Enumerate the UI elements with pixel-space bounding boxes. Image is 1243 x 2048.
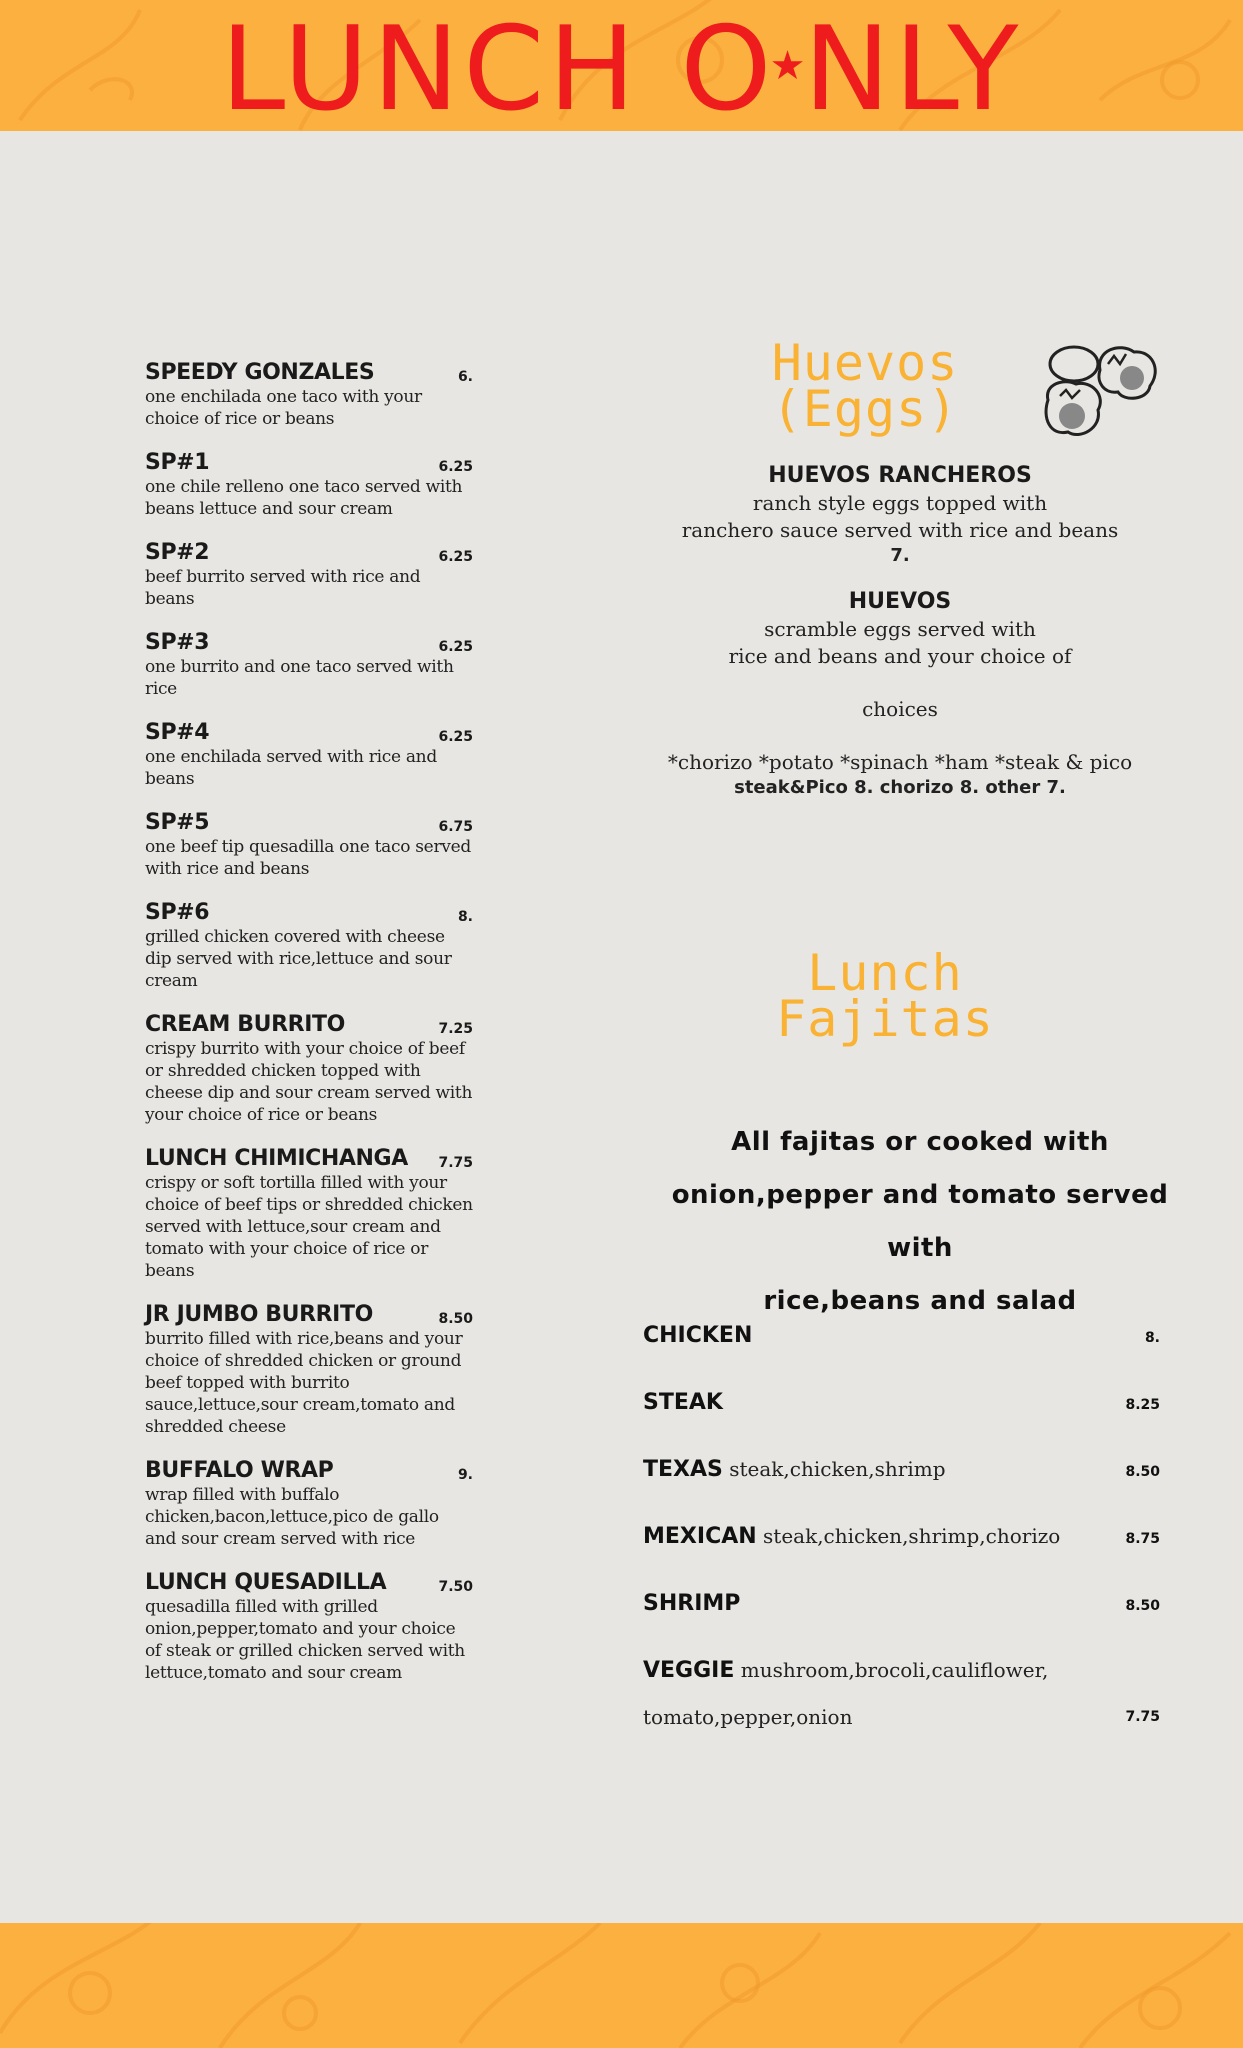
- fajita-price: 7.75: [1125, 1709, 1160, 1725]
- fajita-desc: steak,chicken,shrimp,chorizo: [756, 1524, 1061, 1548]
- item-name: LUNCH CHIMICHANGA: [145, 1146, 408, 1171]
- fajita-item-veggie: [643, 1647, 1160, 1740]
- item-description: wrap filled with buffalo chicken,bacon,lettuce,pico de gallo and sour cream served with rice: [145, 1485, 439, 1549]
- fajita-name: VEGGIE: [643, 1658, 735, 1683]
- menu-item-jr-jumbo-burrito: [145, 1302, 473, 1438]
- item-price: 7.25: [438, 1021, 473, 1037]
- fajita-item-shrimp: [643, 1580, 1160, 1647]
- menu-item-sp3: [145, 630, 473, 700]
- item-description: grilled chicken covered with cheese dip served with rice,lettuce and sour cream: [145, 927, 452, 991]
- item-name: SPEEDY GONZALES: [145, 360, 375, 385]
- fajitas-note: All fajitas or cooked with onion,pepper and tomato served with rice,beans and salad: [671, 1127, 1169, 1316]
- fajita-desc: steak,chicken,shrimp: [722, 1457, 946, 1481]
- star-icon: ★: [769, 43, 810, 89]
- item-price: 7.50: [438, 1579, 473, 1595]
- huevos-desc-2: rice and beans and your choice of: [728, 644, 1072, 668]
- menu-item-sp6: [145, 900, 473, 992]
- item-price: 6.75: [438, 819, 473, 835]
- item-price: 7.75: [438, 1155, 473, 1171]
- floral-pattern-bottom: [0, 1923, 1243, 2048]
- item-name: SP#2: [145, 540, 210, 565]
- item-description: burrito filled with rice,beans and your choice of shredded chicken or ground beef topped with burrito sauce,lettuce,sour cream,tomato and shredded cheese: [145, 1329, 463, 1437]
- huevos-rancheros-price: 7.: [890, 545, 910, 566]
- menu-item-sp2: [145, 540, 473, 610]
- fajita-desc-1: mushroom,brocoli,cauliflower,: [734, 1658, 1049, 1682]
- huevos-desc-1: scramble eggs served with: [764, 617, 1036, 641]
- item-price: 6.: [457, 369, 473, 385]
- item-name: SP#3: [145, 630, 210, 655]
- fajita-price: 8.50: [1125, 1598, 1160, 1614]
- item-description: crispy burrito with your choice of beef or shredded chicken topped with cheese dip and sour cream served with your choice of rice or beans: [145, 1039, 473, 1125]
- bottom-banner: [0, 1923, 1243, 2048]
- menu-item-sp4: [145, 720, 473, 790]
- item-description: quesadilla filled with grilled onion,pepper,tomato and your choice of steak or grilled chicken served with lettuce,tomato and sour cream: [145, 1597, 465, 1683]
- huevos-section-title: Huevos (Eggs): [771, 334, 959, 438]
- lunch-only-title: LUNCH O★NLY: [220, 2, 1023, 131]
- item-name: SP#5: [145, 810, 210, 835]
- fajita-name: MEXICAN: [643, 1524, 757, 1549]
- item-description: one chile relleno one taco served with beans lettuce and sour cream: [145, 477, 463, 519]
- item-price: 8.: [457, 909, 473, 925]
- item-description: one beef tip quesadilla one taco served with rice and beans: [145, 837, 471, 879]
- fajitas-section-title: Lunch Fajitas: [776, 944, 994, 1048]
- huevos-prices: steak&Pico 8. chorizo 8. other 7.: [734, 777, 1066, 798]
- item-price: 6.25: [438, 459, 473, 475]
- item-name: CREAM BURRITO: [145, 1012, 345, 1037]
- fajita-name: TEXAS: [643, 1457, 723, 1482]
- huevos-rancheros-desc-1: ranch style eggs topped with: [752, 491, 1048, 515]
- huevos-rancheros-name: HUEVOS RANCHEROS: [768, 463, 1032, 488]
- fajita-item-steak: [643, 1379, 1160, 1446]
- item-price: 9.: [457, 1467, 473, 1483]
- fajita-price: 8.50: [1125, 1464, 1160, 1480]
- item-description: crispy or soft tortilla filled with your choice of beef tips or shredded chicken served with lettuce,sour cream and tomato with your choice of rice or beans: [145, 1173, 473, 1281]
- menu-item-buffalo-wrap: [145, 1458, 473, 1550]
- fajita-name: CHICKEN: [643, 1323, 753, 1348]
- fajita-item-mexican: [643, 1513, 1160, 1580]
- fajita-item-texas: [643, 1446, 1160, 1513]
- item-price: 6.25: [438, 729, 473, 745]
- item-name: SP#4: [145, 720, 210, 745]
- huevos-choices-list: *chorizo *potato *spinach *ham *steak & pico: [667, 750, 1133, 774]
- huevos-name: HUEVOS: [848, 589, 952, 614]
- menu-item-lunch-chimichanga: [145, 1146, 473, 1282]
- item-name: BUFFALO WRAP: [145, 1458, 334, 1483]
- eggs-icon: [1040, 340, 1160, 445]
- fajitas-list: [643, 1312, 1160, 1740]
- item-name: SP#1: [145, 450, 210, 475]
- item-description: one enchilada served with rice and beans: [145, 747, 437, 789]
- huevos-rancheros-desc-2: ranchero sauce served with rice and beans: [681, 518, 1119, 542]
- item-description: one burrito and one taco served with rice: [145, 657, 454, 699]
- fajita-price: 8.: [1144, 1330, 1160, 1346]
- item-description: beef burrito served with rice and beans: [145, 567, 421, 609]
- item-name: SP#6: [145, 900, 210, 925]
- item-name: LUNCH QUESADILLA: [145, 1570, 387, 1595]
- huevos-choices-label: choices: [862, 697, 938, 721]
- fajita-name: STEAK: [643, 1390, 723, 1415]
- item-price: 8.50: [438, 1311, 473, 1327]
- fajita-price: 8.25: [1125, 1397, 1160, 1413]
- huevos-items: [660, 462, 1140, 800]
- menu-item-speedy-gonzales: [145, 360, 473, 430]
- fajita-name: SHRIMP: [643, 1591, 741, 1616]
- menu-item-lunch-quesadilla: [145, 1570, 473, 1684]
- fajita-price: 8.75: [1125, 1531, 1160, 1547]
- item-description: one enchilada one taco with your choice of rice or beans: [145, 387, 422, 429]
- menu-item-sp1: [145, 450, 473, 520]
- lunch-specials-list: [145, 360, 473, 1704]
- menu-item-cream-burrito: [145, 1012, 473, 1126]
- fajita-desc-2: tomato,pepper,onion: [643, 1705, 853, 1729]
- item-name: JR JUMBO BURRITO: [145, 1302, 373, 1327]
- item-price: 6.25: [438, 549, 473, 565]
- fajita-item-chicken: [643, 1312, 1160, 1379]
- item-price: 6.25: [438, 639, 473, 655]
- top-banner: [0, 0, 1243, 131]
- menu-item-sp5: [145, 810, 473, 880]
